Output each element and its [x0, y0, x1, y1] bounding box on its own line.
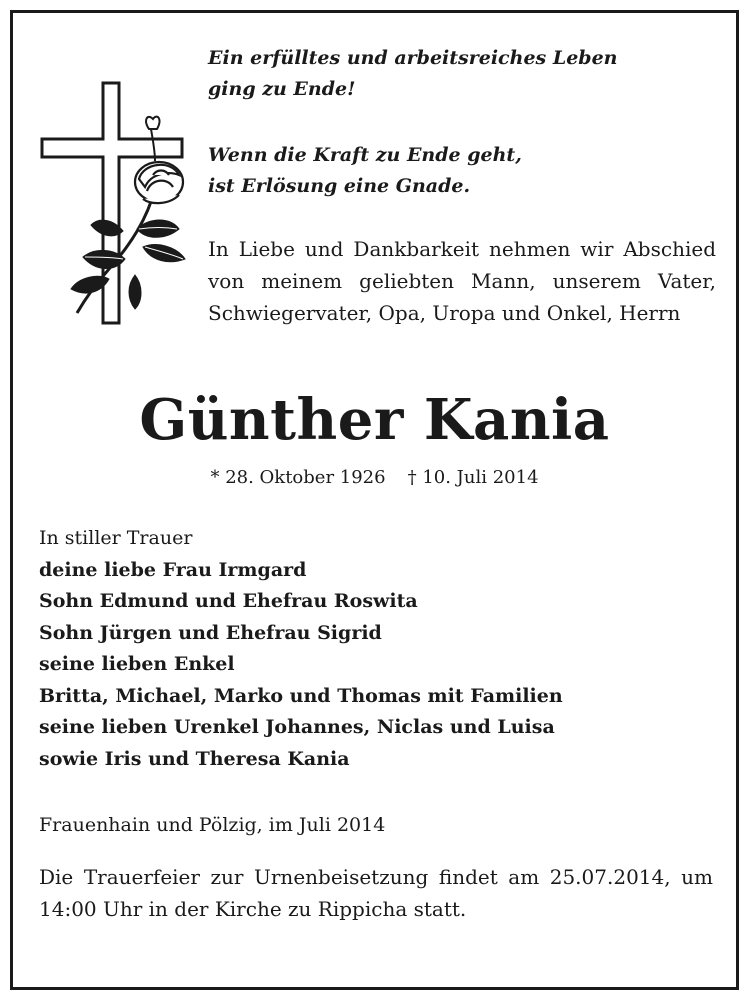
mourner-line: seine lieben Enkel [39, 653, 235, 675]
mourner-line: Britta, Michael, Marko und Thomas mit Familien [39, 684, 563, 707]
obituary-notice [10, 10, 739, 990]
birth-date: * 28. Oktober 1926 [210, 467, 386, 488]
ceremony-notice: Die Trauerfeier zur Urnenbeisetzung findet am 25.07.2014, um 14:00 Uhr in der Kirche zu Rippicha statt. [39, 865, 713, 921]
mourner-line: deine liebe Frau Irmgard [39, 558, 307, 581]
life-dates [13, 465, 736, 491]
mourner-line: seine lieben Urenkel Johannes, Niclas und Luisa [39, 716, 555, 738]
second-quote: Wenn die Kraft zu Ende geht, ist Erlösung eine Gnade. [208, 144, 522, 197]
intro-paragraph: In Liebe und Dankbarkeit nehmen wir Abschied von meinem geliebten Mann, unserem Vater, Schwiegervater, Opa, Uropa und Onkel, Herrn [208, 237, 716, 325]
mourners-heading: In stiller Trauer [39, 527, 193, 549]
cross-with-rose-icon [39, 79, 189, 329]
place-and-date: Frauenhain und Pölzig, im Juli 2014 [39, 814, 386, 836]
mourner-line: Sohn Jürgen und Ehefrau Sigrid [39, 621, 382, 644]
opening-quote: Ein erfülltes und arbeitsreiches Leben ging zu Ende! [208, 47, 618, 100]
mourner-line: sowie Iris und Theresa Kania [39, 747, 350, 770]
death-date: † 10. Juli 2014 [407, 467, 539, 488]
mourners-list [39, 523, 719, 775]
deceased-name: Günther Kania [139, 387, 610, 453]
mourner-line: Sohn Edmund und Ehefrau Roswita [39, 590, 418, 612]
